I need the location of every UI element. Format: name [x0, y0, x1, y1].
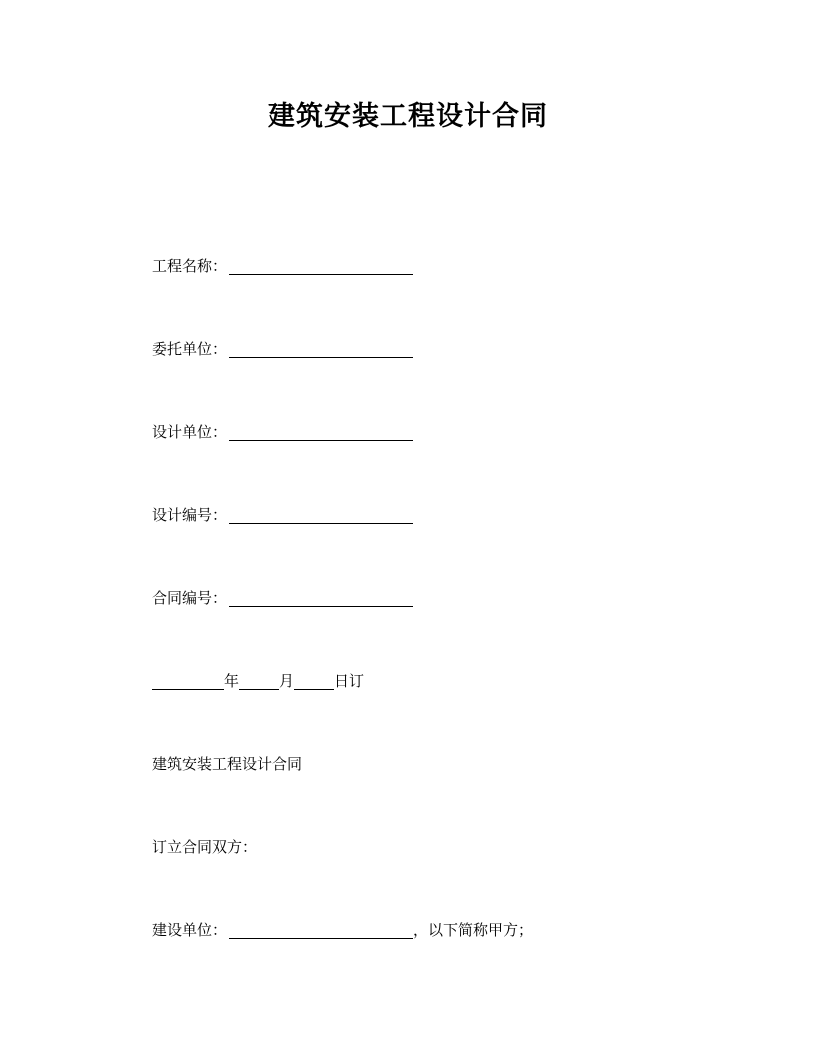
date-line	[152, 671, 364, 691]
field-label: 工程名称：	[152, 257, 228, 275]
field-label: 合同编号：	[152, 589, 228, 607]
field-label: 设计单位：	[152, 423, 228, 441]
field-project-name	[152, 256, 413, 276]
design-unit-blank[interactable]	[229, 424, 413, 441]
field-client-unit	[152, 339, 413, 359]
project-name-blank[interactable]	[229, 258, 413, 275]
subtitle-text: 建筑安装工程设计合同	[152, 755, 303, 773]
field-design-number	[152, 505, 413, 525]
design-number-blank[interactable]	[229, 507, 413, 524]
parties-heading	[152, 837, 257, 857]
subtitle	[152, 754, 302, 774]
party-a-blank[interactable]	[229, 922, 413, 939]
field-label: 设计编号：	[152, 506, 228, 524]
party-a-label: 建设单位：	[152, 921, 228, 939]
day-signed-label: 日订	[334, 672, 365, 690]
party-a-suffix: ，以下简称甲方；	[413, 921, 534, 939]
contract-number-blank[interactable]	[229, 590, 413, 607]
year-label: 年	[224, 672, 240, 690]
year-blank[interactable]	[152, 673, 224, 690]
field-contract-number	[152, 588, 413, 608]
parties-heading-text: 订立合同双方：	[152, 838, 258, 856]
client-unit-blank[interactable]	[229, 341, 413, 358]
field-label: 委托单位：	[152, 340, 228, 358]
field-design-unit	[152, 422, 413, 442]
month-blank[interactable]	[239, 673, 279, 690]
day-blank[interactable]	[294, 673, 334, 690]
document-title: 建筑安装工程设计合同	[268, 101, 548, 132]
party-a-line	[152, 920, 533, 940]
month-label: 月	[279, 672, 295, 690]
